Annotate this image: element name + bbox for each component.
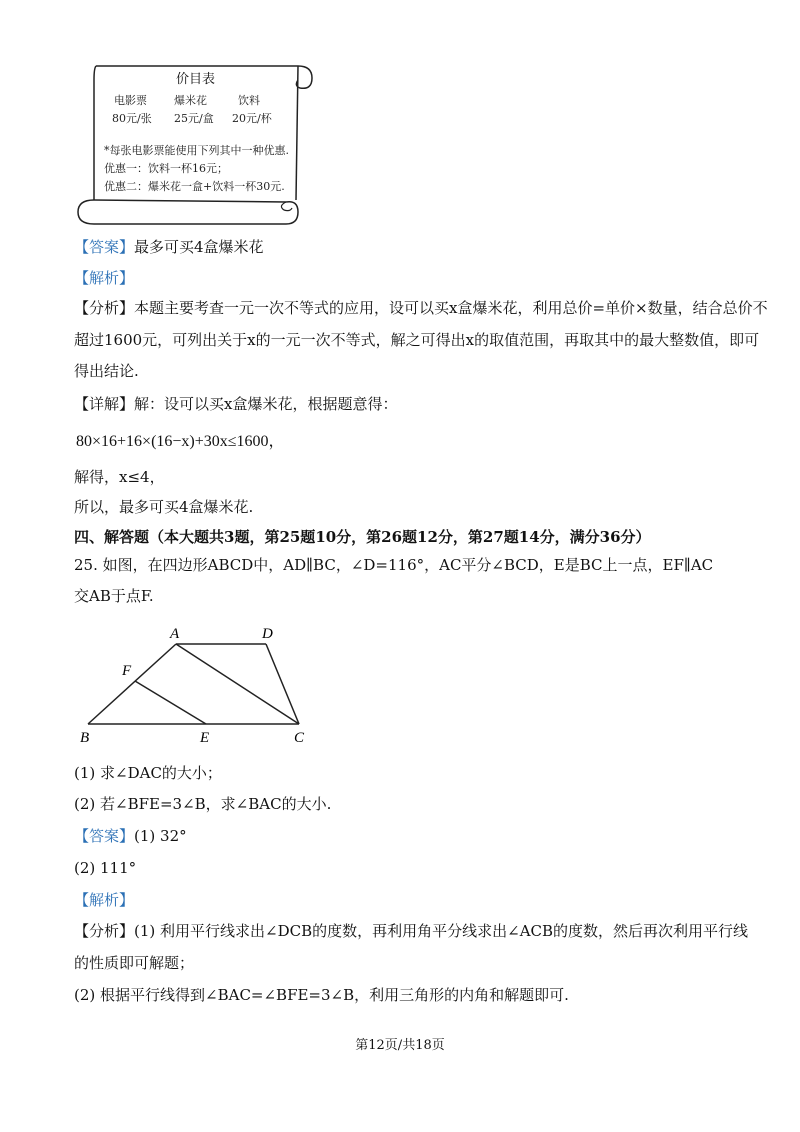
segment-fe [135, 681, 206, 724]
segment-ac [176, 644, 299, 724]
answer-one: (1) 32° [134, 827, 187, 845]
price-list-title: 价目表 [176, 72, 216, 87]
fenxi-tag: 【分析】 [74, 922, 135, 940]
fenxi-tag: 【分析】 [74, 299, 135, 317]
q24-fenxi-line1 [74, 298, 768, 318]
answer-tag: 【答案】 [74, 238, 135, 256]
q25-figure [70, 620, 330, 750]
segment-ab [88, 644, 176, 724]
fenxi-text: 本题主要考查一元一次不等式的应用，设可以买x盒爆米花，利用总价=单价×数量，结合总价不 [134, 299, 768, 317]
q25-analysis-tag: 【解析】 [74, 891, 135, 909]
q25-sub1: (1) 求∠DAC的大小； [74, 764, 222, 782]
fenxi-text: (1) 利用平行线求出∠DCB的度数，再利用角平分线求出∠ACB的度数，然后再次利用平行线 [134, 922, 749, 940]
col-drink: 饮料 [238, 94, 260, 107]
q25-fenxi-line1 [74, 921, 748, 941]
q24-analysis-tag: 【解析】 [74, 269, 135, 287]
col-movie: 电影票 [114, 94, 147, 107]
label-f: F [122, 663, 132, 679]
section-header: 四、解答题（本大题共3题，第25题10分，第26题12分，第27题14分，满分36分） [74, 528, 651, 546]
q24-fenxi-line2: 超过1600元，可列出关于x的一元一次不等式，解之可得出x的取值范围，再取其中的最大整数值，即可 [74, 331, 760, 349]
label-c: C [294, 730, 305, 746]
q24-conclusion: 所以，最多可买4盒爆米花. [74, 498, 254, 516]
label-d: D [262, 626, 273, 642]
price-list-scroll [72, 60, 322, 230]
col-popcorn: 爆米花 [174, 94, 207, 107]
q25-answer1 [74, 826, 187, 846]
q25-sub2: (2) 若∠BFE=3∠B，求∠BAC的大小. [74, 795, 332, 813]
q25-fenxi-line3: (2) 根据平行线得到∠BAC=∠BFE=3∠B，利用三角形的内角和解题即可. [74, 986, 569, 1004]
answer-text: 最多可买4盒爆米花 [134, 238, 264, 256]
q24-solve: 解得，x≤4， [74, 468, 165, 486]
q24-inequality: 80×16+16×(16−x)+30x≤1600， [76, 433, 285, 450]
answer-tag: 【答案】 [74, 827, 135, 845]
detail-tag: 【详解】 [74, 395, 135, 413]
detail-text: 解：设可以买x盒爆米花，根据题意得： [134, 395, 398, 413]
segment-dc [266, 644, 299, 724]
label-e: E [200, 730, 210, 746]
page-footer: 第12页/共18页 [355, 1038, 445, 1053]
q25-answer2: (2) 111° [74, 859, 137, 877]
q24-fenxi-line3: 得出结论. [74, 362, 139, 380]
price-popcorn: 25元/盒 [174, 112, 214, 125]
label-b: B [80, 730, 90, 746]
offer-one: 优惠一：饮料一杯16元； [104, 162, 228, 175]
offer-two: 优惠二：爆米花一盒+饮料一杯30元. [104, 180, 285, 193]
label-a: A [170, 626, 180, 642]
discount-note: *每张电影票能使用下列其中一种优惠. [104, 144, 289, 157]
q25-stem-line2: 交AB于点F. [74, 587, 154, 605]
price-movie: 80元/张 [112, 112, 152, 125]
q25-fenxi-line2: 的性质即可解题； [74, 954, 195, 972]
price-drink: 20元/杯 [232, 112, 272, 125]
q24-detail [74, 394, 397, 414]
q25-stem-line1: 25. 如图，在四边形ABCD中，AD∥BC，∠D=116°，AC平分∠BCD，E是BC上一点，EF∥AC [74, 556, 714, 574]
q24-answer [74, 237, 264, 257]
